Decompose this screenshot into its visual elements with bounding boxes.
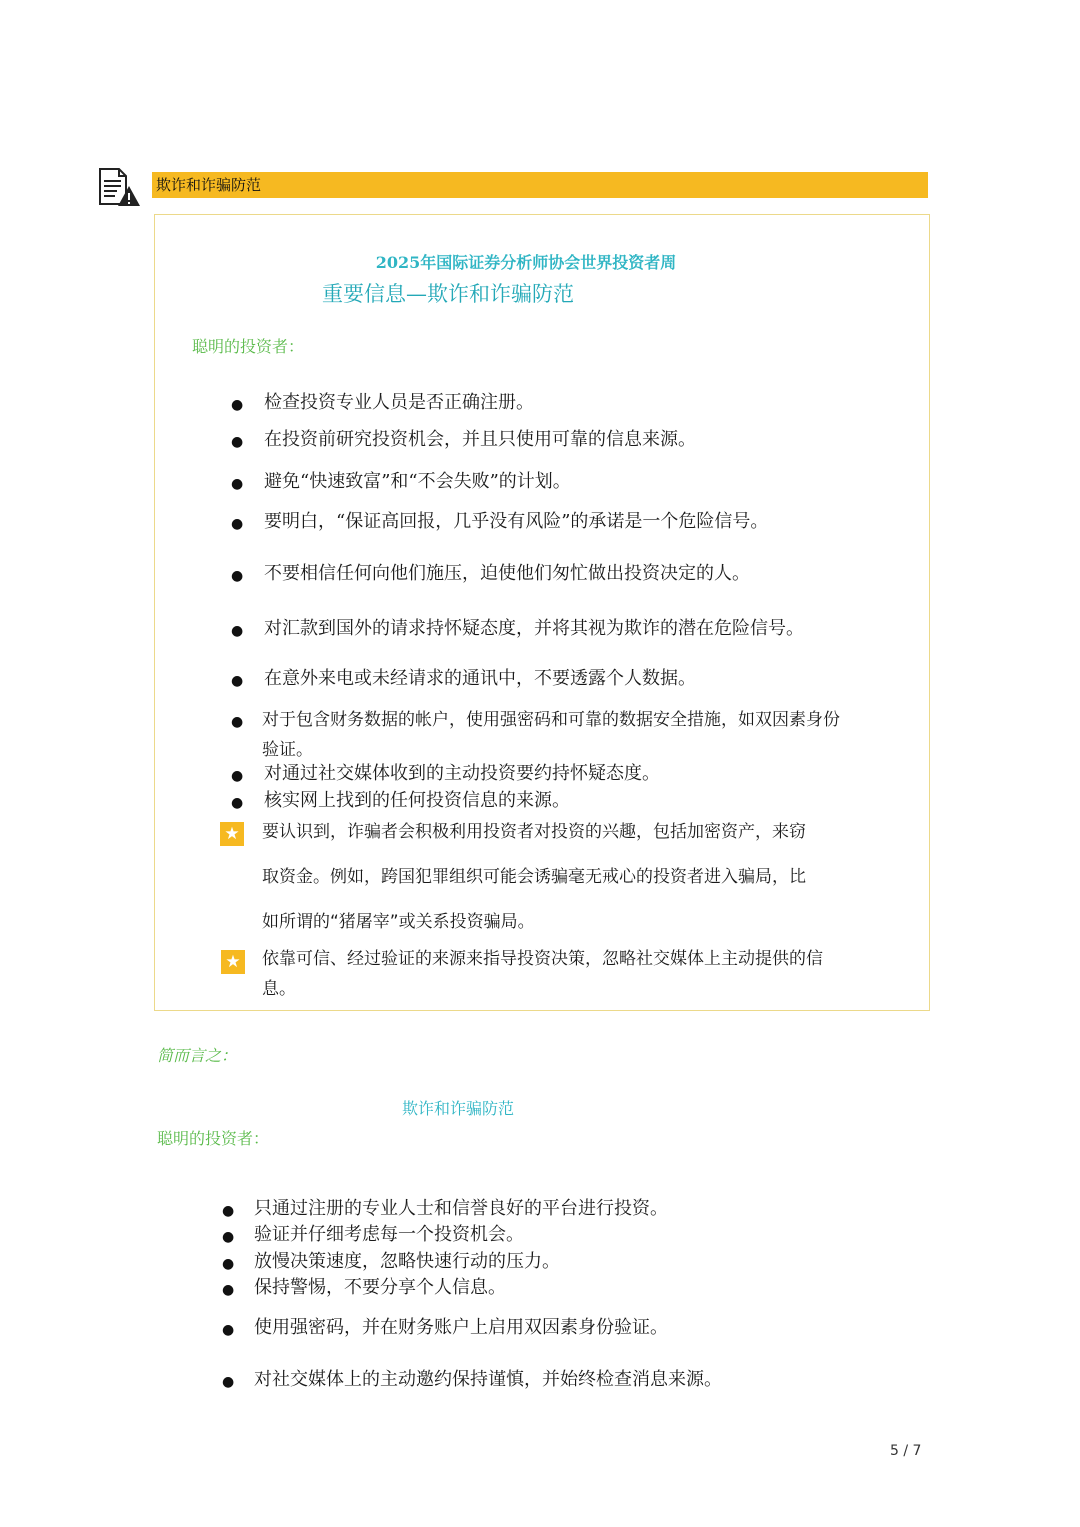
intro-label: 聪明的投资者： — [192, 337, 305, 356]
summary-item: 放慢决策速度，忽略快速行动的压力。 — [254, 1251, 560, 1272]
summary-item: 对社交媒体上的主动邀约保持谨慎，并始终检查消息来源。 — [254, 1369, 722, 1390]
bullet-dot: ● — [222, 1374, 235, 1390]
summary-item: 保持警惕，不要分享个人信息。 — [254, 1277, 506, 1298]
bullet-dot: ● — [231, 714, 244, 730]
page-number: 5 / 7 — [890, 1443, 922, 1459]
list-item-continuation: 验证。 — [262, 740, 313, 760]
star-item-line: 依靠可信、经过验证的来源来指导投资决策，忽略社交媒体上主动提供的信 — [262, 949, 823, 969]
summary-intro: 聪明的投资者： — [157, 1129, 270, 1148]
document-warning-icon — [97, 166, 141, 208]
list-item: 对于包含财务数据的帐户，使用强密码和可靠的数据安全措施，如双因素身份 — [262, 710, 840, 730]
list-item: 在意外来电或未经请求的通讯中，不要透露个人数据。 — [264, 668, 696, 689]
bullet-dot: ● — [231, 476, 244, 492]
bullet-dot: ● — [222, 1282, 235, 1298]
bullet-dot: ● — [231, 795, 244, 811]
section-header-bar: 欺诈和诈骗防范 — [152, 172, 928, 198]
bullet-dot: ● — [222, 1256, 235, 1272]
star-item-line: 要认识到，诈骗者会积极利用投资者对投资的兴趣，包括加密资产，来窃 — [262, 822, 806, 842]
bullet-dot: ● — [222, 1203, 235, 1219]
summary-label: 简而言之： — [157, 1046, 238, 1065]
summary-item: 验证并仔细考虑每一个投资机会。 — [254, 1224, 524, 1245]
bullet-dot: ● — [231, 623, 244, 639]
star-item-line: 息。 — [262, 979, 296, 999]
bullet-dot: ● — [231, 397, 244, 413]
list-item: 避免“快速致富”和“不会失败”的计划。 — [264, 471, 571, 492]
list-item: 要明白，“保证高回报，几乎没有风险”的承诺是一个危险信号。 — [264, 511, 769, 532]
star-icon: ★ — [220, 822, 244, 846]
list-item: 检查投资专业人员是否正确注册。 — [264, 392, 534, 413]
bullet-dot: ● — [231, 516, 244, 532]
star-item-line: 取资金。例如，跨国犯罪组织可能会诱骗毫无戒心的投资者进入骗局，比 — [262, 867, 806, 887]
star-icon: ★ — [221, 950, 245, 974]
star-item-line: 如所谓的“猪屠宰”或关系投资骗局。 — [262, 912, 535, 932]
list-item: 对通过社交媒体收到的主动投资要约持怀疑态度。 — [264, 763, 660, 784]
summary-title: 欺诈和诈骗防范 — [402, 1099, 515, 1118]
bullet-dot: ● — [231, 434, 244, 450]
list-item: 核实网上找到的任何投资信息的来源。 — [264, 790, 570, 811]
bullet-dot: ● — [231, 568, 244, 584]
bullet-dot: ● — [222, 1322, 235, 1338]
week-title: 2025年国际证券分析师协会世界投资者周 — [375, 253, 677, 272]
bullet-dot: ● — [231, 673, 244, 689]
bullet-dot: ● — [222, 1229, 235, 1245]
list-item: 在投资前研究投资机会，并且只使用可靠的信息来源。 — [264, 429, 696, 450]
list-item: 不要相信任何向他们施压，迫使他们匆忙做出投资决定的人。 — [264, 563, 750, 584]
bullet-dot: ● — [231, 768, 244, 784]
summary-item: 使用强密码，并在财务账户上启用双因素身份验证。 — [254, 1317, 668, 1338]
main-title: 重要信息—欺诈和诈骗防范 — [322, 282, 574, 306]
list-item: 对汇款到国外的请求持怀疑态度，并将其视为欺诈的潜在危险信号。 — [264, 618, 804, 639]
summary-item: 只通过注册的专业人士和信誉良好的平台进行投资。 — [254, 1198, 668, 1219]
